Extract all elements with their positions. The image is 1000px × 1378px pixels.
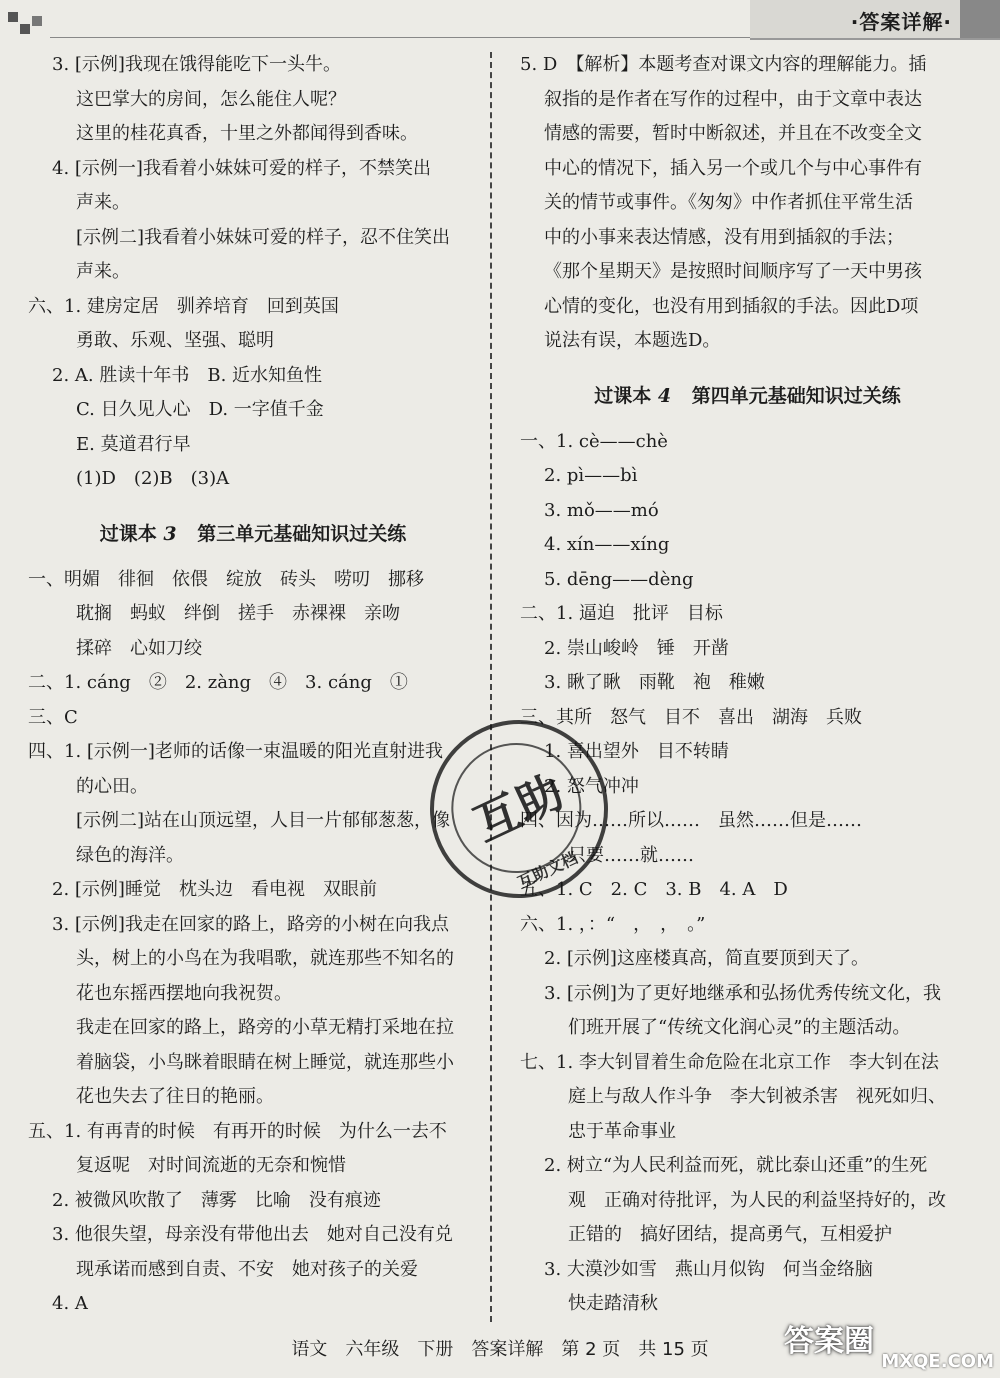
answer-line: 一、1. cè——chè bbox=[520, 430, 668, 452]
section-title-text: 第三单元基础知识过关练 bbox=[197, 522, 407, 545]
answer-line: 五、1. 有再青的时候 有再开的时候 为什么一去不 bbox=[28, 1120, 447, 1142]
answer-line: 快走踏清秋 bbox=[568, 1293, 658, 1314]
answer-line: 3. [示例]我现在饿得能吃下一头牛。 bbox=[52, 54, 341, 75]
answer-line: 三、C bbox=[28, 706, 78, 728]
answer-line: 叙指的是作者在写作的过程中，由于文章中表达 bbox=[544, 88, 922, 110]
answer-line: 忠于革命事业 bbox=[568, 1120, 676, 1142]
answer-line: 这巴掌大的房间，怎么能住人呢？ bbox=[76, 88, 346, 110]
answer-line: 的心田。 bbox=[76, 775, 148, 797]
answer-line: 四、因为……所以…… 虽然……但是…… bbox=[520, 810, 862, 831]
answer-line: 勇敢、乐观、坚强、聪明 bbox=[76, 330, 274, 351]
section-title-unit-4 bbox=[520, 371, 975, 421]
answer-line: 庭上与敌人作斗争 李大钊被杀害 视死如归、 bbox=[568, 1086, 946, 1107]
answer-line: 二、1. cáng ② 2. zàng ④ 3. cáng ① bbox=[28, 672, 408, 693]
header-corner-block bbox=[960, 0, 1000, 38]
answer-line: 说法有误，本题选D。 bbox=[544, 330, 721, 351]
answer-line: 观 正确对待批评，为人民的利益坚持好的，改 bbox=[568, 1189, 946, 1211]
answer-line: 5. dēng——dèng bbox=[544, 568, 694, 590]
answer-line: 这里的桂花真香，十里之外都闻得到香味。 bbox=[76, 123, 418, 144]
answer-line: 心情的变化，也没有用到插叙的手法。因此D项 bbox=[544, 295, 919, 317]
answer-line: 3. mǒ——mó bbox=[544, 499, 659, 521]
answer-line: 2. pì——bì bbox=[544, 465, 638, 486]
section-title-number: 4 bbox=[657, 384, 672, 407]
answer-line: 着脑袋，小鸟眯着眼睛在树上睡觉，就连那些小 bbox=[76, 1051, 454, 1073]
answer-line: 花也失去了往日的艳丽。 bbox=[76, 1086, 274, 1107]
right-column bbox=[520, 48, 975, 1322]
answer-line: 2. 树立“为人民利益而死，就比泰山还重”的生死 bbox=[544, 1155, 928, 1176]
answer-line: 2. 被微风吹散了 薄雾 比喻 没有痕迹 bbox=[52, 1189, 381, 1211]
answer-line: 4. [示例一]我看着小妹妹可爱的样子，不禁笑出 bbox=[52, 157, 431, 179]
answer-line: 一、明媚 徘徊 依偎 绽放 砖头 唠叨 挪移 bbox=[28, 568, 424, 590]
section-title-number: 3 bbox=[163, 522, 177, 545]
answer-line: 4. xín——xíng bbox=[544, 534, 670, 555]
answer-line: 关的情节或事件。《匆匆》中作者抓住平常生活 bbox=[544, 192, 913, 213]
header-tab-label: ·答案详解· bbox=[850, 10, 952, 34]
answer-line: 4. A bbox=[52, 1293, 88, 1314]
answer-line: E. 莫道君行早 bbox=[76, 433, 191, 455]
answer-line: 耽搁 蚂蚁 绊倒 搓手 赤裸裸 亲吻 bbox=[76, 603, 400, 624]
watermark-logo-icon: 答案圈 MXQE.COM bbox=[784, 1324, 994, 1372]
answer-line: 三、其所 怒气 目不 喜出 湖海 兵败 bbox=[520, 706, 862, 728]
left-column bbox=[28, 48, 478, 1322]
corner-decoration bbox=[8, 12, 48, 38]
answer-line: 《那个星期天》是按照时间顺序写了一天中男孩 bbox=[544, 261, 922, 282]
answer-line: 中心的情况下，插入另一个或几个与中心事件有 bbox=[544, 157, 922, 179]
answer-line: 声来。 bbox=[76, 261, 130, 282]
svg-text:互助: 互助 bbox=[465, 764, 572, 853]
answer-line: 3. 他很失望，母亲没有带他出去 她对自己没有兑 bbox=[52, 1224, 453, 1245]
answer-line: 头，树上的小鸟在为我唱歌，就连那些不知名的 bbox=[76, 948, 454, 969]
answer-line: 声来。 bbox=[76, 192, 130, 213]
answer-line: 现承诺而感到自责、不安 她对孩子的关爱 bbox=[76, 1258, 418, 1280]
section-title-unit-3 bbox=[28, 509, 478, 559]
section-title-prefix: 过课本 bbox=[99, 522, 157, 545]
answer-line: 我走在回家的路上，路旁的小草无精打采地在拉 bbox=[76, 1017, 454, 1038]
header-tab bbox=[750, 0, 1000, 40]
answer-line: 2. [示例]这座楼真高，简直要顶到天了。 bbox=[544, 948, 869, 969]
answer-line: 只要……就…… bbox=[568, 844, 694, 866]
answer-line: (1)D (2)B (3)A bbox=[76, 468, 230, 489]
answer-line: 四、1. [示例一]老师的话像一束温暖的阳光直射进我 bbox=[28, 741, 443, 762]
answer-line: 3. [示例]我走在回家的路上，路旁的小树在向我点 bbox=[52, 913, 449, 935]
answer-line: 5. D 【解析】本题考查对课文内容的理解能力。插 bbox=[520, 54, 927, 75]
answer-line: 1. 喜出望外 目不转睛 bbox=[544, 741, 729, 762]
answer-line: 2. [示例]睡觉 枕头边 看电视 双眼前 bbox=[52, 879, 377, 900]
answer-line: 复返呢 对时间流逝的无奈和惋惜 bbox=[76, 1155, 346, 1176]
page-footer: 语文 六年级 下册 答案详解 第 2 页 共 15 页 bbox=[291, 1339, 709, 1360]
column-divider bbox=[490, 52, 492, 1322]
section-title-text: 第四单元基础知识过关练 bbox=[691, 384, 901, 407]
answer-line: [示例二]我看着小妹妹可爱的样子，忍不住笑出 bbox=[76, 226, 451, 248]
svg-text:互助文档: 互助文档 bbox=[514, 848, 581, 893]
answer-line: 情感的需要，暂时中断叙述，并且在不改变全文 bbox=[544, 123, 922, 144]
answer-line: 中的小事来表达情感，没有用到插叙的手法； bbox=[544, 226, 904, 248]
answer-line: 正错的 搞好团结，提高勇气，互相爱护 bbox=[568, 1224, 892, 1245]
section-title-prefix: 过课本 bbox=[594, 384, 652, 407]
header-rule bbox=[50, 37, 750, 38]
answer-line: 七、1. 李大钊冒着生命危险在北京工作 李大钊在法 bbox=[520, 1051, 939, 1073]
answer-line: 3. 瞅了瞅 雨靴 袍 稚嫩 bbox=[544, 672, 765, 693]
answer-line: 二、1. 逼迫 批评 目标 bbox=[520, 603, 723, 624]
answer-line: 2. 崇山峻岭 锤 开凿 bbox=[544, 637, 729, 659]
answer-line: 3. 大漠沙如雪 燕山月似钩 何当金络脑 bbox=[544, 1258, 873, 1280]
answer-line: [示例二]站在山顶远望，人目一片郁郁葱葱，像 bbox=[76, 810, 451, 831]
answer-line: 3. [示例]为了更好地继承和弘扬优秀传统文化，我 bbox=[544, 982, 941, 1004]
answer-line: 五、1. C 2. C 3. B 4. A D bbox=[520, 879, 788, 900]
answer-line: 六、1. ，：“ ， ， 。” bbox=[520, 913, 706, 935]
answer-line: 2. A. 胜读十年书 B. 近水知鱼性 bbox=[52, 364, 323, 386]
answer-line: 2. 怒气冲冲 bbox=[544, 775, 639, 797]
answer-line: 六、1. 建房定居 驯养培育 回到英国 bbox=[28, 295, 339, 317]
answer-line: 绿色的海洋。 bbox=[76, 844, 184, 866]
answer-line: C. 日久见人心 D. 一字值千金 bbox=[76, 399, 324, 420]
answer-line: 们班开展了“传统文化润心灵”的主题活动。 bbox=[568, 1017, 911, 1038]
answer-line: 揉碎 心如刀绞 bbox=[76, 637, 202, 659]
answer-line: 花也东摇西摆地向我祝贺。 bbox=[76, 982, 292, 1004]
